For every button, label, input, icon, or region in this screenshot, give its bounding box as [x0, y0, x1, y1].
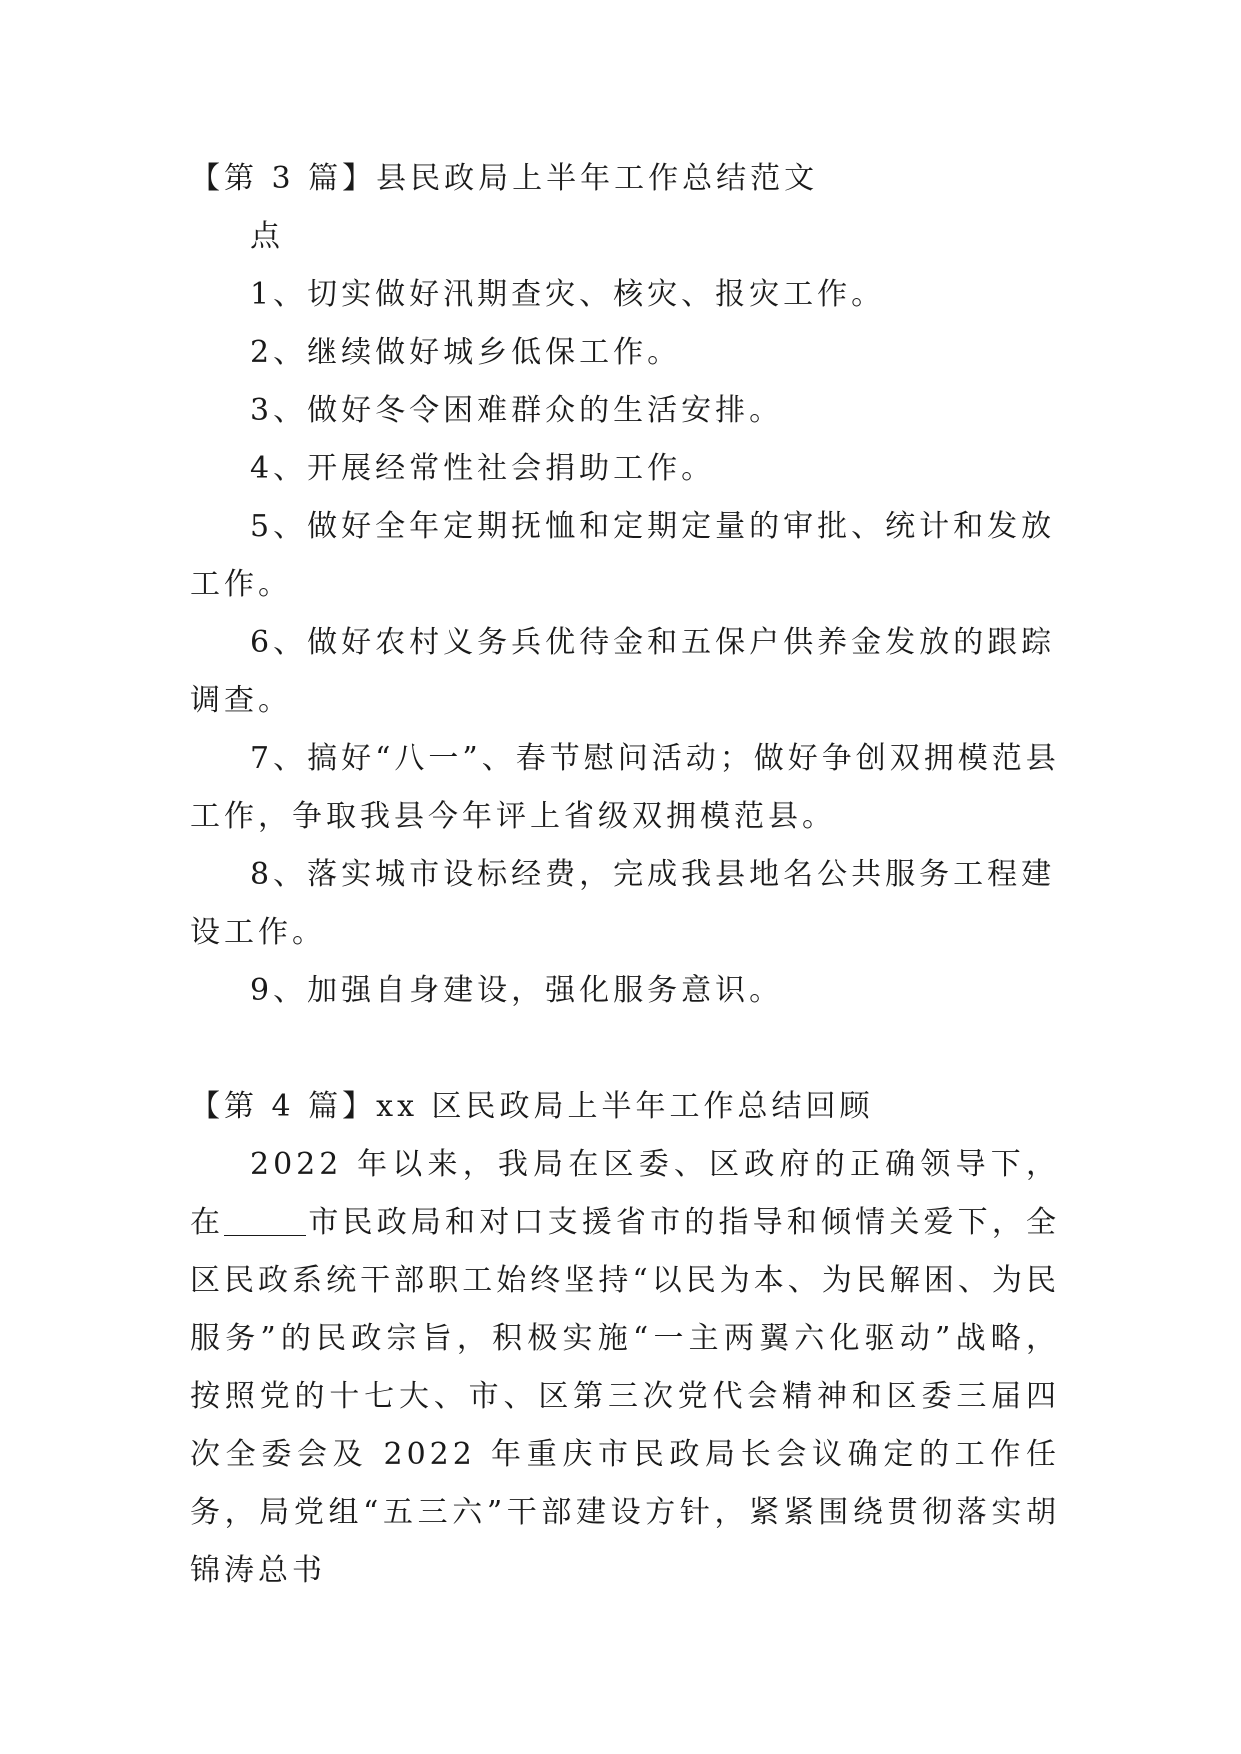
- section-4-paragraph: [190, 1136, 1060, 1716]
- section-3-line: 设工作。: [190, 915, 326, 950]
- section-3-title: 【第 3 篇】县民政局上半年工作总结范文: [190, 161, 819, 196]
- document-page: [190, 150, 1060, 1716]
- paragraph-body: 市民政局和对口支援省市的指导和倾情关爱下，全区民政系统干部职工始终坚持“以民为本、为民解困、为民服务”的民政宗旨，积极实施“一主两翼六化驱动”战略，按照党的十七大、市、区第三次党代会精神和区委三届四次全委会及 2022 年重庆市民政局长会议确定的工作任务，局党组“五三六”干部建设方针，紧紧围绕贯彻落实胡锦涛总书: [190, 1205, 1060, 1588]
- section-3-line: 6、做好农村义务兵优待金和五保户供养金发放的跟踪: [250, 625, 1056, 660]
- section-3-line: 工作，争取我县今年评上省级双拥模范县。: [190, 799, 836, 834]
- section-3-line: 5、做好全年定期抚恤和定期定量的审批、统计和发放: [250, 509, 1056, 544]
- section-gap: [190, 1020, 1060, 1078]
- section-3-line: 4、开展经常性社会捐助工作。: [250, 451, 716, 486]
- section-3-line: 点: [250, 219, 284, 254]
- fill-in-blank: [224, 1205, 306, 1236]
- section-3-line: 1、切实做好汛期查灾、核灾、报灾工作。: [250, 277, 886, 312]
- section-3-line: 调查。: [190, 683, 292, 718]
- section-3-line: 8、落实城市设标经费，完成我县地名公共服务工程建: [250, 857, 1056, 892]
- section-3-line: 3、做好冬令困难群众的生活安排。: [250, 393, 784, 428]
- section-4-title: 【第 4 篇】xx 区民政局上半年工作总结回顾: [190, 1089, 874, 1124]
- paragraph-start: 2022 年以来，我局在区委、区政府的正确领导下，在: [190, 1147, 1060, 1240]
- section-3-line: 工作。: [190, 567, 292, 602]
- section-3-line: 9、加强自身建设，强化服务意识。: [250, 973, 784, 1008]
- section-3-line: 2、继续做好城乡低保工作。: [250, 335, 682, 370]
- section-3-line: 7、搞好“八一”、春节慰问活动；做好争创双拥模范县: [250, 741, 1060, 776]
